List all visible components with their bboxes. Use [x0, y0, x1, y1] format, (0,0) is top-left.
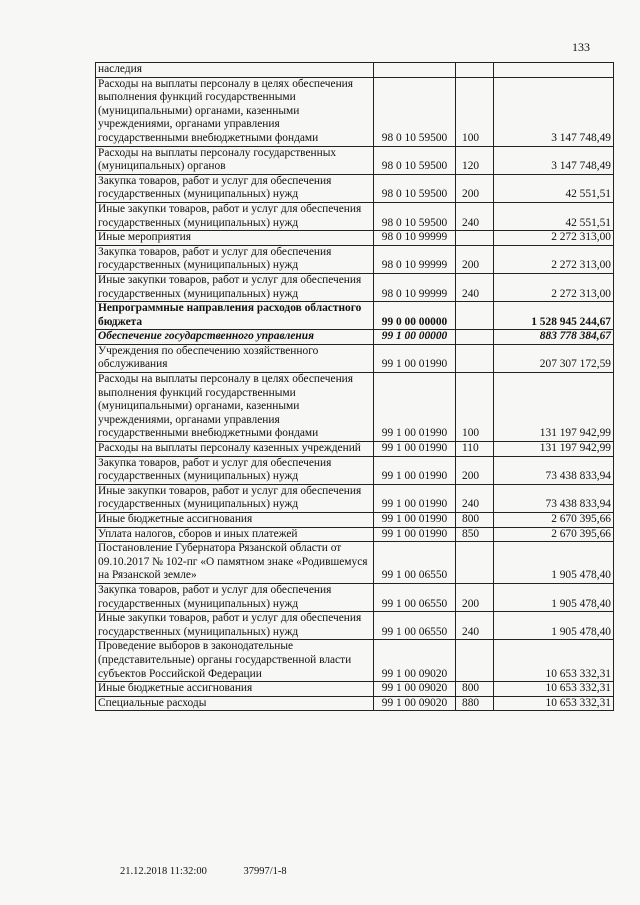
amount-cell: 1 528 945 244,67 — [494, 302, 614, 330]
table-row — [96, 231, 614, 246]
target-article-cell: 99 1 00 01990 — [374, 484, 456, 512]
target-article-cell: 99 1 00 06550 — [374, 583, 456, 611]
expense-name-cell: Закупка товаров, работ и услуг для обеспечения государственных (муниципальных) нужд — [96, 583, 374, 611]
expense-type-cell — [456, 542, 494, 584]
expense-type-cell: 100 — [456, 373, 494, 442]
footer — [120, 866, 321, 877]
table-row — [96, 527, 614, 542]
target-article-cell: 99 1 00 01990 — [374, 373, 456, 442]
table-row — [96, 273, 614, 301]
amount-cell: 2 272 313,00 — [494, 231, 614, 246]
target-article-cell: 99 1 00 09020 — [374, 640, 456, 682]
expense-type-cell — [456, 231, 494, 246]
expense-name-cell: Расходы на выплаты персоналу казенных учреждений — [96, 442, 374, 457]
expense-name-cell: Уплата налогов, сборов и иных платежей — [96, 527, 374, 542]
target-article-cell: 99 1 00 01990 — [374, 513, 456, 528]
expense-type-cell: 120 — [456, 146, 494, 174]
expense-type-cell — [456, 344, 494, 372]
table-row — [96, 202, 614, 230]
target-article-cell: 98 0 10 99999 — [374, 231, 456, 246]
expense-type-cell: 200 — [456, 245, 494, 273]
expense-name-cell: Иные закупки товаров, работ и услуг для обеспечения государственных (муниципальных) нужд — [96, 484, 374, 512]
footer-timestamp: 21.12.2018 11:32:00 — [120, 866, 207, 877]
expense-name-cell: наследия — [96, 63, 374, 78]
expense-name-cell: Иные закупки товаров, работ и услуг для обеспечения государственных (муниципальных) нужд — [96, 202, 374, 230]
target-article-cell: 98 0 10 59500 — [374, 77, 456, 146]
table-row — [96, 640, 614, 682]
target-article-cell: 99 1 00 01990 — [374, 456, 456, 484]
expense-name-cell: Расходы на выплаты персоналу государственных (муниципальных) органов — [96, 146, 374, 174]
table-row — [96, 682, 614, 697]
expense-name-cell: Расходы на выплаты персоналу в целях обеспечения выполнения функций государственными (муниципальными) органами, казенными учреждениями, органами управления государственными внебюджетными фондами — [96, 77, 374, 146]
amount-cell: 1 905 478,40 — [494, 612, 614, 640]
target-article-cell: 98 0 10 99999 — [374, 245, 456, 273]
amount-cell: 131 197 942,99 — [494, 442, 614, 457]
table-row — [96, 174, 614, 202]
target-article-cell: 98 0 10 99999 — [374, 273, 456, 301]
amount-cell: 2 670 395,66 — [494, 527, 614, 542]
table-row — [96, 77, 614, 146]
amount-cell: 42 551,51 — [494, 174, 614, 202]
amount-cell — [494, 63, 614, 78]
expense-name-cell: Обеспечение государственного управления — [96, 330, 374, 345]
expense-type-cell — [456, 63, 494, 78]
expense-type-cell — [456, 302, 494, 330]
table-row — [96, 513, 614, 528]
budget-table-body — [96, 63, 614, 711]
expense-name-cell: Иные закупки товаров, работ и услуг для обеспечения государственных (муниципальных) нужд — [96, 612, 374, 640]
table-row — [96, 373, 614, 442]
expense-name-cell: Постановление Губернатора Рязанской области от 09.10.2017 № 102-пг «О памятном знаке «Родившемуся на Рязанской земле» — [96, 542, 374, 584]
expense-name-cell: Закупка товаров, работ и услуг для обеспечения государственных (муниципальных) нужд — [96, 456, 374, 484]
amount-cell: 883 778 384,67 — [494, 330, 614, 345]
expense-type-cell — [456, 640, 494, 682]
expense-type-cell: 110 — [456, 442, 494, 457]
target-article-cell: 99 1 00 09020 — [374, 682, 456, 697]
expense-type-cell: 200 — [456, 456, 494, 484]
amount-cell: 2 670 395,66 — [494, 513, 614, 528]
expense-type-cell: 240 — [456, 612, 494, 640]
budget-table — [95, 62, 614, 711]
amount-cell: 1 905 478,40 — [494, 542, 614, 584]
table-row — [96, 146, 614, 174]
target-article-cell: 99 1 00 06550 — [374, 542, 456, 584]
amount-cell: 2 272 313,00 — [494, 273, 614, 301]
expense-name-cell: Специальные расходы — [96, 696, 374, 711]
amount-cell: 10 653 332,31 — [494, 640, 614, 682]
target-article-cell: 99 1 00 06550 — [374, 612, 456, 640]
expense-name-cell: Иные бюджетные ассигнования — [96, 682, 374, 697]
expense-type-cell: 240 — [456, 202, 494, 230]
table-row — [96, 696, 614, 711]
expense-type-cell — [456, 330, 494, 345]
table-row — [96, 542, 614, 584]
target-article-cell: 99 0 00 00000 — [374, 302, 456, 330]
amount-cell: 10 653 332,31 — [494, 696, 614, 711]
table-row — [96, 330, 614, 345]
expense-type-cell: 850 — [456, 527, 494, 542]
expense-type-cell: 240 — [456, 273, 494, 301]
table-row — [96, 63, 614, 78]
expense-name-cell: Непрограммные направления расходов областного бюджета — [96, 302, 374, 330]
expense-name-cell: Расходы на выплаты персоналу в целях обеспечения выполнения функций государственными (муниципальными) органами, казенными учреждениями, органами управления государственными внебюджетными фондами — [96, 373, 374, 442]
expense-name-cell: Закупка товаров, работ и услуг для обеспечения государственных (муниципальных) нужд — [96, 174, 374, 202]
table-row — [96, 245, 614, 273]
target-article-cell: 98 0 10 59500 — [374, 174, 456, 202]
table-row — [96, 302, 614, 330]
amount-cell: 73 438 833,94 — [494, 484, 614, 512]
target-article-cell — [374, 63, 456, 78]
amount-cell: 73 438 833,94 — [494, 456, 614, 484]
amount-cell: 3 147 748,49 — [494, 77, 614, 146]
target-article-cell: 99 1 00 01990 — [374, 442, 456, 457]
amount-cell: 207 307 172,59 — [494, 344, 614, 372]
target-article-cell: 99 1 00 01990 — [374, 344, 456, 372]
table-row — [96, 456, 614, 484]
target-article-cell: 99 1 00 00000 — [374, 330, 456, 345]
target-article-cell: 99 1 00 09020 — [374, 696, 456, 711]
table-row — [96, 612, 614, 640]
amount-cell: 131 197 942,99 — [494, 373, 614, 442]
expense-type-cell: 880 — [456, 696, 494, 711]
expense-type-cell: 240 — [456, 484, 494, 512]
expense-name-cell: Учреждения по обеспечению хозяйственного обслуживания — [96, 344, 374, 372]
table-row — [96, 484, 614, 512]
amount-cell: 10 653 332,31 — [494, 682, 614, 697]
page-number: 133 — [572, 40, 590, 54]
footer-doc-code: 37997/1-8 — [243, 866, 287, 877]
expense-name-cell: Иные мероприятия — [96, 231, 374, 246]
expense-type-cell: 200 — [456, 583, 494, 611]
amount-cell: 1 905 478,40 — [494, 583, 614, 611]
amount-cell: 2 272 313,00 — [494, 245, 614, 273]
table-row — [96, 344, 614, 372]
target-article-cell: 99 1 00 01990 — [374, 527, 456, 542]
expense-type-cell: 100 — [456, 77, 494, 146]
expense-type-cell: 800 — [456, 513, 494, 528]
expense-name-cell: Проведение выборов в законодательные (представительные) органы государственной власти субъектов Российской Федерации — [96, 640, 374, 682]
amount-cell: 42 551,51 — [494, 202, 614, 230]
expense-name-cell: Иные бюджетные ассигнования — [96, 513, 374, 528]
amount-cell: 3 147 748,49 — [494, 146, 614, 174]
expense-name-cell: Иные закупки товаров, работ и услуг для обеспечения государственных (муниципальных) нужд — [96, 273, 374, 301]
target-article-cell: 98 0 10 59500 — [374, 146, 456, 174]
target-article-cell: 98 0 10 59500 — [374, 202, 456, 230]
table-row — [96, 442, 614, 457]
expense-name-cell: Закупка товаров, работ и услуг для обеспечения государственных (муниципальных) нужд — [96, 245, 374, 273]
table-row — [96, 583, 614, 611]
expense-type-cell: 800 — [456, 682, 494, 697]
expense-type-cell: 200 — [456, 174, 494, 202]
